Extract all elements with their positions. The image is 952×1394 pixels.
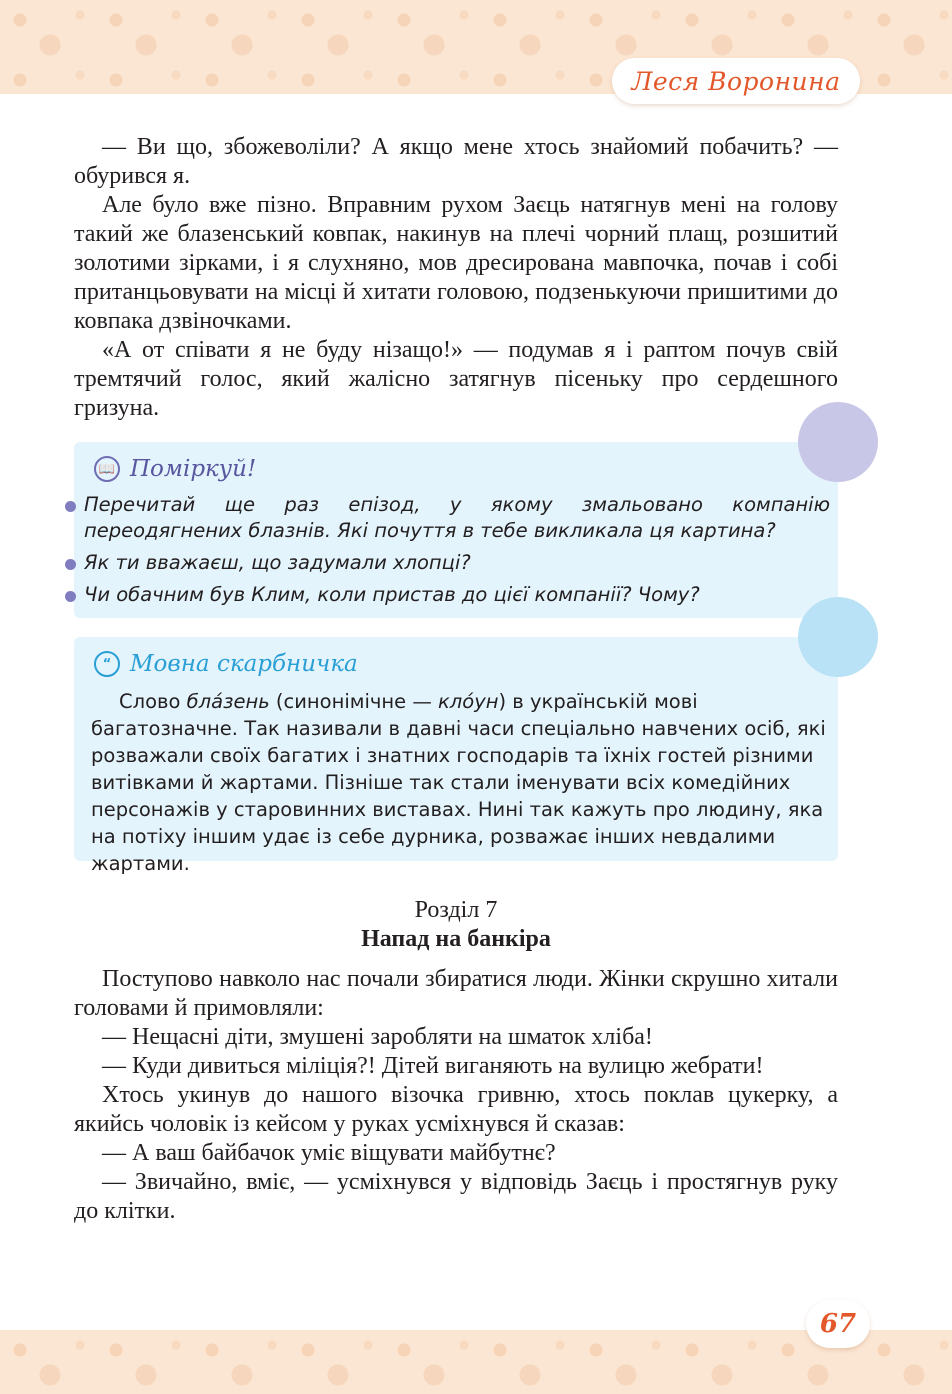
page-number-tab xyxy=(806,1300,870,1348)
paragraph: — Звичайно, вміє, — усміхнувся у відповідь Заєць і простягнув руку до клітки. xyxy=(74,1169,838,1224)
paragraph: Хтось укинув до нашого візочка гривню, хтось поклав цукерку, а якийсь чоловік із кейсом у руках усміхнувся й сказав: xyxy=(74,1082,838,1137)
quote-icon: “ xyxy=(94,651,120,677)
treasury-box-title: Мовна скарбничка xyxy=(130,651,358,677)
chapter-number: Розділ 7 xyxy=(414,897,498,923)
question-text: Перечитай ще раз епізод, у якому змальовано компанію переодягнених блазнів. Які почуття в тебе викликала ця картина? xyxy=(84,493,830,542)
box-corner-decoration xyxy=(798,402,878,482)
story-text-bottom xyxy=(74,965,838,1226)
paragraph: Але було вже пізно. Вправним рухом Заєць натягнув мені на голову такий же блазенський ковпак, накинув на плечі чорний плащ, розшитий золотими зірками, і я слухняно, мов дресирована мавпочка, почав і собі пританцьовувати на місці й хитати головою, подзенькуючи пришитими до ковпака дзвіночками. xyxy=(74,192,838,334)
question-text: Чи обачним був Клим, коли пристав до цієї компанії? Чому? xyxy=(84,583,700,606)
paragraph: Поступово навколо нас почали збиратися люди. Жінки скрушно хитали головами й примовляли: xyxy=(74,966,838,1021)
book-icon: 📖 xyxy=(94,456,120,482)
bullet-icon xyxy=(65,591,76,602)
synonym-word: кло́ун xyxy=(438,690,499,713)
paragraph: — Ви що, збожеволіли? А якщо мене хтось знайомий побачить? — обурився я. xyxy=(74,134,838,189)
think-box xyxy=(74,442,838,618)
treasury-box-header xyxy=(94,649,358,679)
think-box-title: Поміркуй! xyxy=(130,456,257,482)
list-item xyxy=(74,550,838,576)
list-item xyxy=(74,492,838,544)
box-corner-decoration xyxy=(798,597,878,677)
page-number: 67 xyxy=(819,1309,857,1339)
chapter-title: Напад на банкіра xyxy=(361,926,551,952)
chapter-heading xyxy=(74,896,838,954)
treasury-text-mid: (синонімічне — xyxy=(269,690,439,713)
think-box-header xyxy=(94,454,256,484)
bullet-icon xyxy=(65,559,76,570)
paragraph: — А ваш байбачок уміє віщувати майбутнє? xyxy=(102,1140,556,1166)
author-header-tab xyxy=(612,58,860,104)
story-text-top xyxy=(74,133,838,423)
term-word: бла́зень xyxy=(186,690,270,713)
treasury-text xyxy=(91,688,831,877)
paragraph: — Куди дивиться міліція?! Дітей виганяють на вулицю жебрати! xyxy=(102,1053,764,1079)
author-name: Леся Воронина xyxy=(631,66,841,96)
language-treasury-box xyxy=(74,637,838,875)
question-text: Як ти вважаєш, що задумали хлопці? xyxy=(84,551,471,574)
list-item xyxy=(74,582,838,608)
bottom-ornament-band xyxy=(0,1330,952,1394)
bullet-icon xyxy=(65,501,76,512)
paragraph: «А от співати я не буду нізащо!» — подумав я і раптом почув свій тремтячий голос, який жалісно затягнув пісеньку про сердешного гризуна. xyxy=(74,337,838,421)
paragraph: — Нещасні діти, змушені заробляти на шматок хліба! xyxy=(102,1024,653,1050)
treasury-text-rest: ) в українській мові багатозначне. Так називали в давні часи спеціально навчених осіб, які розважали своїх багатих і знатних господарів та їхніх гостей різними витівками й жартами. Пізніше так стали іменувати всіх комедійних персонажів у старовинних виставах. Нині так кажуть про людину, яка на потіху іншим удає із себе дурника, розважає інших невдалими жартами. xyxy=(91,690,826,875)
question-list xyxy=(74,492,838,614)
treasury-text-lead: Слово xyxy=(119,690,187,713)
